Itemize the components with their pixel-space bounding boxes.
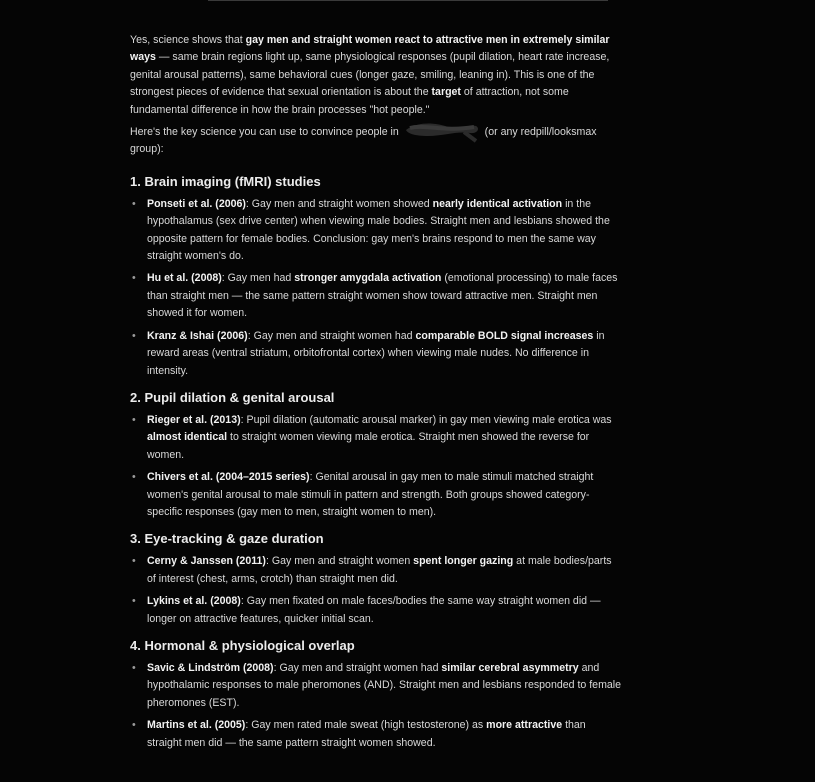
- bold-text: Lykins et al. (2008): [147, 595, 241, 608]
- item-text: : Gay men fixated on male faces/bodies the same way straight women did — longer on attractive features, quicker initial scan.: [147, 595, 601, 625]
- list-item: [130, 593, 622, 628]
- section-heading: 3. Eye-tracking & gaze duration: [130, 531, 324, 547]
- bullet-list: [130, 196, 622, 380]
- intro-text: (or any redpill/looksmax group):: [130, 126, 597, 156]
- section-heading: 1. Brain imaging (fMRI) studies: [130, 173, 321, 189]
- bold-text: Ponseti et al. (2006): [147, 197, 246, 210]
- item-text: : Gay men and straight women showed: [245, 197, 433, 210]
- item-text: : Gay men had: [221, 272, 295, 285]
- bullet-icon: •: [132, 272, 136, 285]
- intro-paragraph: [130, 32, 622, 119]
- item-text: in the hypothalamus (sex drive center) when viewing male bodies. Straight men and lesbians showed the opposite pattern for female bodies. Conclusion: gay men's brains respond to men the same way straight women's do.: [147, 197, 610, 263]
- sections: [130, 173, 622, 752]
- item-text: : Gay men and straight women had: [247, 329, 416, 342]
- bold-text: Chivers et al. (2004–2015 series): [147, 471, 310, 484]
- item-text: (emotional processing) to male faces than straight men — the same pattern straight women show toward attractive men. Straight men showed it for women.: [147, 272, 618, 320]
- bold-text: spent longer gazing: [413, 555, 514, 568]
- bold-text: almost identical: [147, 431, 228, 444]
- item-text: : Genital arousal in gay men to male stimuli matched straight women's genital arousal to male stimuli in pattern and strength. Both groups showed category-specific responses (gay men to men, straight women to men).: [147, 471, 594, 518]
- list-item: [130, 553, 622, 588]
- section-heading: 4. Hormonal & physiological overlap: [130, 637, 355, 653]
- bold-text: more attractive: [486, 719, 563, 732]
- bold-text: stronger amygdala activation: [294, 272, 442, 285]
- section: [130, 173, 622, 380]
- list-item: [130, 412, 622, 464]
- bold-text: Cerny & Janssen (2011): [147, 555, 266, 568]
- list-item: [130, 328, 622, 380]
- bullet-list: [130, 660, 622, 752]
- item-text: and hypothalamic responses to male pheromones (AND). Straight men and lesbians responded to female pheromones (EST).: [147, 661, 622, 709]
- bullet-icon: •: [132, 555, 136, 568]
- bullet-icon: •: [132, 329, 136, 342]
- intro-text: of attraction, not some fundamental difference in how the brain processes "hot people.": [130, 86, 569, 116]
- section: [130, 530, 622, 628]
- bullet-icon: •: [132, 661, 136, 674]
- item-text: at male bodies/parts of interest (chest, arms, crotch) than straight men did.: [147, 555, 612, 585]
- bullet-icon: •: [132, 471, 136, 484]
- intro-text: — same brain regions light up, same physiological responses (pupil dilation, heart rate increase, genital arousal patterns), same behavioral cues (longer gaze, smiling, leaning in). This is one of the strongest pieces of evidence that sexual orientation is about the: [130, 51, 610, 99]
- bold-text: similar cerebral asymmetry: [441, 661, 579, 674]
- item-text: : Gay men and straight women: [265, 555, 414, 568]
- bullet-list: [130, 553, 622, 628]
- intro-paragraph-2: [130, 124, 622, 159]
- assistant-message: [130, 32, 622, 757]
- section: [130, 637, 622, 752]
- intro-bold: target: [431, 86, 461, 99]
- item-text: : Gay men and straight women had: [273, 661, 442, 674]
- bold-text: nearly identical activation: [432, 197, 563, 210]
- list-item: [130, 469, 622, 521]
- item-text: to straight women viewing male erotica. Straight men showed the reverse for women.: [147, 431, 590, 461]
- bold-text: Savic & Lindström (2008): [147, 661, 274, 674]
- bold-text: comparable BOLD signal increases: [415, 329, 594, 342]
- bold-text: Rieger et al. (2013): [147, 413, 241, 426]
- list-item: [130, 196, 622, 266]
- item-text: in reward areas (ventral striatum, orbitofrontal cortex) when viewing male nudes. No difference in intensity.: [147, 329, 605, 377]
- intro-text: Here's the key science you can use to convince people in: [130, 126, 402, 139]
- intro-text: Yes, science shows that: [130, 34, 246, 46]
- bullet-list: [130, 412, 622, 521]
- list-item: [130, 660, 622, 712]
- top-divider: [208, 0, 608, 1]
- bold-text: Kranz & Ishai (2006): [147, 329, 248, 342]
- section-heading: 2. Pupil dilation & genital arousal: [130, 389, 335, 405]
- item-text: than straight men did — the same pattern straight women showed.: [147, 719, 586, 749]
- bold-text: Martins et al. (2005): [147, 719, 246, 732]
- list-item: [130, 270, 622, 322]
- item-text: : Gay men rated male sweat (high testosterone) as: [245, 719, 487, 732]
- bullet-icon: •: [132, 197, 136, 210]
- bullet-icon: •: [132, 719, 136, 732]
- list-item: [130, 717, 622, 752]
- bullet-icon: •: [132, 413, 136, 426]
- section: [130, 389, 622, 521]
- bullet-icon: •: [132, 595, 136, 608]
- bold-text: Hu et al. (2008): [147, 272, 222, 285]
- item-text: : Pupil dilation (automatic arousal marker) in gay men viewing male erotica was: [240, 413, 612, 426]
- intro-bold: gay men and straight women react to attractive men in extremely similar ways: [130, 34, 610, 64]
- redaction-scribble: [404, 124, 480, 137]
